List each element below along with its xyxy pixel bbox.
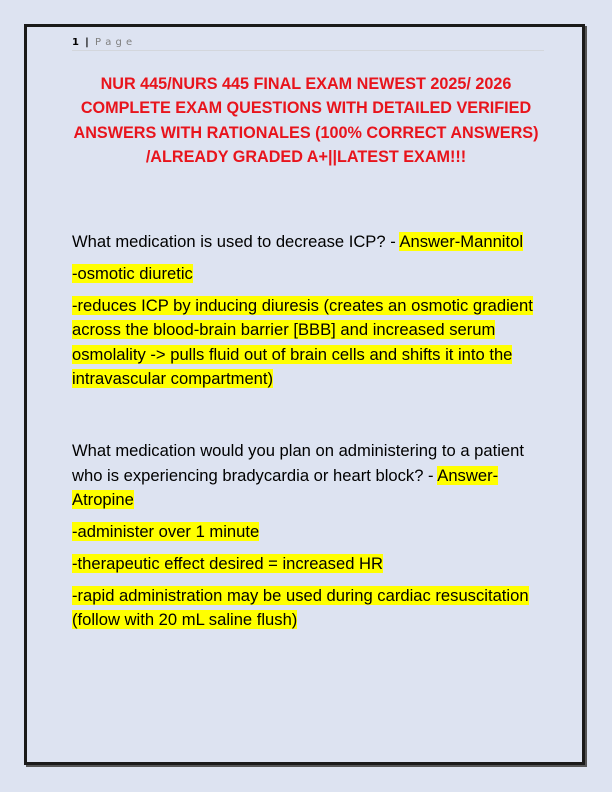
question-text: What medication is used to decrease ICP? - <box>72 232 400 251</box>
rationale-point: -osmotic diuretic <box>72 264 193 283</box>
question-text: What medication would you plan on administering to a patient who is experiencing bradycardia or heart block? - <box>72 441 524 485</box>
answer-text: Answer-Mannitol <box>399 232 524 251</box>
qa-block-1 <box>72 230 544 392</box>
question-2 <box>72 439 544 512</box>
document-title: NUR 445/NURS 445 FINAL EXAM NEWEST 2025/ 2026 COMPLETE EXAM QUESTIONS WITH DETAILED VERIFIED ANSWERS WITH RATIONALES (100% CORRECT ANSWERS) /ALREADY GRADED A+||LATEST EXAM!!! <box>73 75 539 167</box>
qa-block-2 <box>72 439 544 633</box>
rationale-point: -reduces ICP by inducing diuresis (creates an osmotic gradient across the blood-brain barrier [BBB] and increased serum osmolality -> pulls fluid out of brain cells and shifts it into the intravascular compartment) <box>72 296 533 389</box>
rationale-point: -administer over 1 minute <box>72 522 260 542</box>
rationale-point: -rapid administration may be used during cardiac resuscitation (follow with 20 mL saline flush) <box>72 586 529 630</box>
page-separator: | <box>85 37 90 48</box>
rationale-point: -therapeutic effect desired = increased HR <box>72 554 383 574</box>
document-body <box>72 230 544 640</box>
page-label: P a g e <box>95 37 133 48</box>
answer-text: Answer-Atropine <box>72 465 499 510</box>
question-1 <box>72 230 544 254</box>
page-number: 1 <box>72 37 80 48</box>
page-header <box>72 37 544 51</box>
